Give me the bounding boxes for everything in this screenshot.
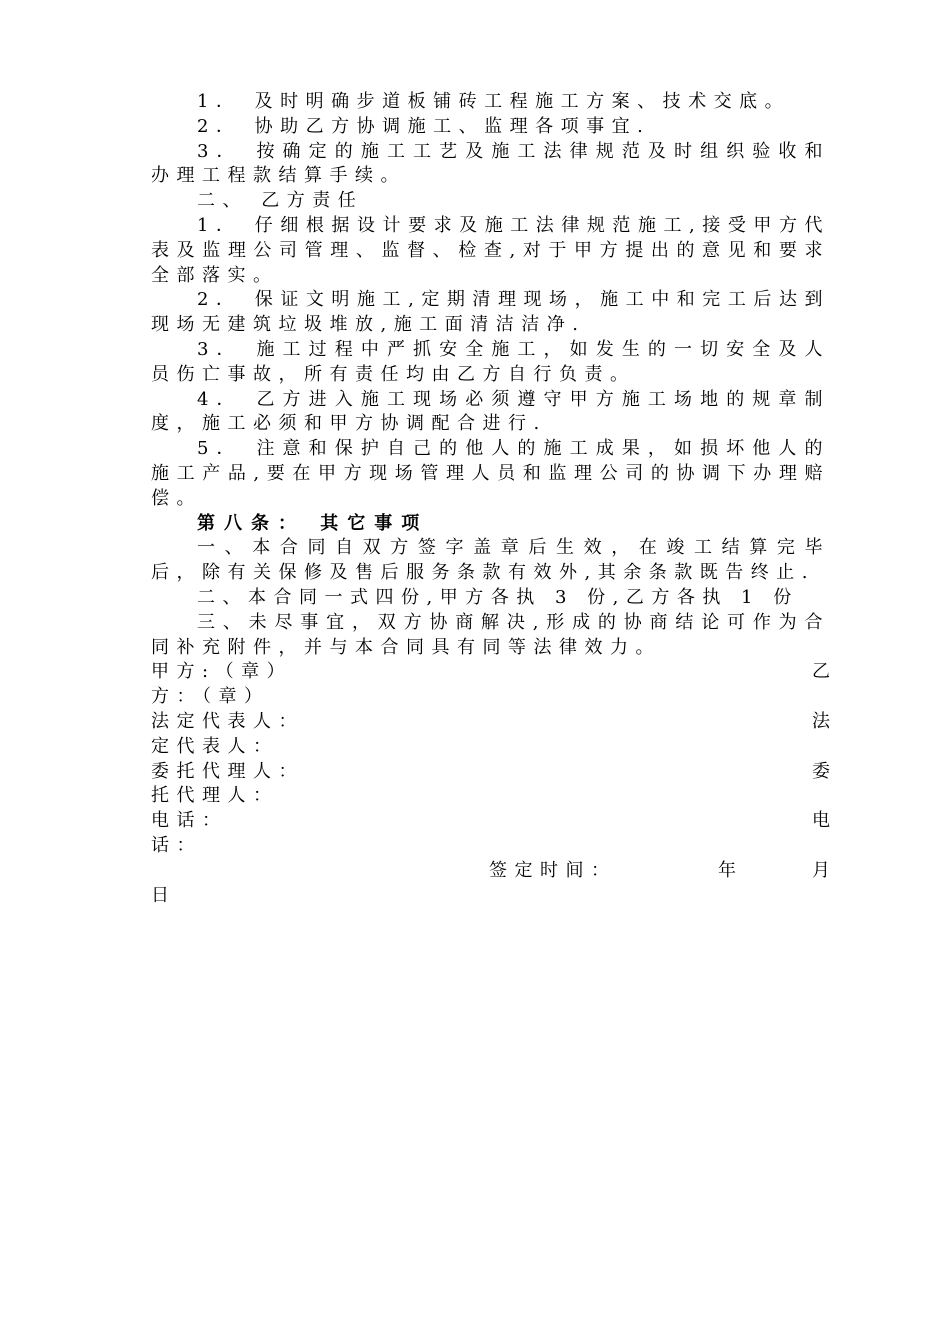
party-a-duty-3: 3． 按确定的施工工艺及施工法律规范及时组织验收和办理工程款结算手续。 (151, 140, 830, 187)
party-b-responsibility-heading: 二、 乙方责任 (197, 190, 364, 212)
party-b-duty-3: 3． 施工过程中严抓安全施工，如发生的一切安全及人员伤亡事故，所有责任均由乙方自行负责。 (151, 338, 830, 385)
party-b-duty-4: 4． 乙方进入施工现场必须遵守甲方施工场地的规章制度，施工必须和甲方协调配合进行. (151, 388, 830, 435)
party-a-duty-1: 1． 及时明确步道板铺砖工程施工方案、技术交底。 (197, 91, 791, 112)
signature-party-row (151, 660, 830, 710)
party-b-agent-label-head: 委 (812, 760, 830, 782)
party-b-legal-rep-label-head: 法 (812, 710, 830, 732)
signing-date-month: 月 (812, 859, 830, 881)
party-b-duty-2: 2． 保证文明施工,定期清理现场，施工中和完工后达到现场无建筑垃圾堆放,施工面清洁洁净. (151, 289, 830, 336)
article-8-heading: 第八条： 其它事项 (197, 512, 429, 534)
signing-date-year: 年 (718, 859, 736, 881)
signing-date-day: 日 (151, 884, 169, 906)
contract-body (151, 90, 830, 908)
party-b-seal-label-head: 乙 (812, 661, 830, 683)
party-a-seal-label: 甲方:（章） (151, 661, 293, 683)
signature-phone-row (151, 809, 830, 859)
party-b-duty-5: 5． 注意和保护自己的他人的施工成果，如损坏他人的施工产品,要在甲方现场管理人员和监理公司的协调下办理赔偿。 (151, 438, 830, 509)
article-8-clause-3: 三、未尽事宜，双方协商解决,形成的协商结论可作为合同补充附件，并与本合同具有同等法律效力。 (151, 611, 830, 658)
party-a-legal-rep-label: 法定代表人： (151, 710, 304, 732)
party-a-agent-label: 委托代理人： (151, 760, 304, 782)
signature-representative-row (151, 710, 830, 760)
signing-date-label: 签定时间： (489, 859, 617, 881)
signing-date-row (151, 859, 830, 909)
party-b-phone-label-head: 电 (812, 810, 830, 832)
article-8-clause-2: 二、本合同一式四份,甲方各执 3 份,乙方各执 1 份 (197, 586, 799, 608)
party-a-phone-label: 电话： (151, 810, 228, 832)
party-b-phone-label-tail: 话： (151, 834, 202, 856)
article-8-clause-1: 一、本合同自双方签字盖章后生效，在竣工结算完毕后，除有关保修及售后服务条款有效外,其余条款既告终止. (151, 537, 830, 584)
party-b-legal-rep-label-tail: 定代表人： (151, 735, 279, 757)
party-b-duty-1: 1． 仔细根据设计要求及施工法律规范施工,接受甲方代表及监理公司管理、监督、检查,对于甲方提出的意见和要求全部落实。 (151, 214, 830, 286)
party-b-seal-label-tail: 方：（章） (151, 686, 270, 708)
signature-agent-row (151, 760, 830, 810)
party-b-agent-label-tail: 托代理人： (151, 785, 279, 807)
party-a-duty-2: 2． 协助乙方协调施工、监理各项事宜. (197, 115, 651, 137)
